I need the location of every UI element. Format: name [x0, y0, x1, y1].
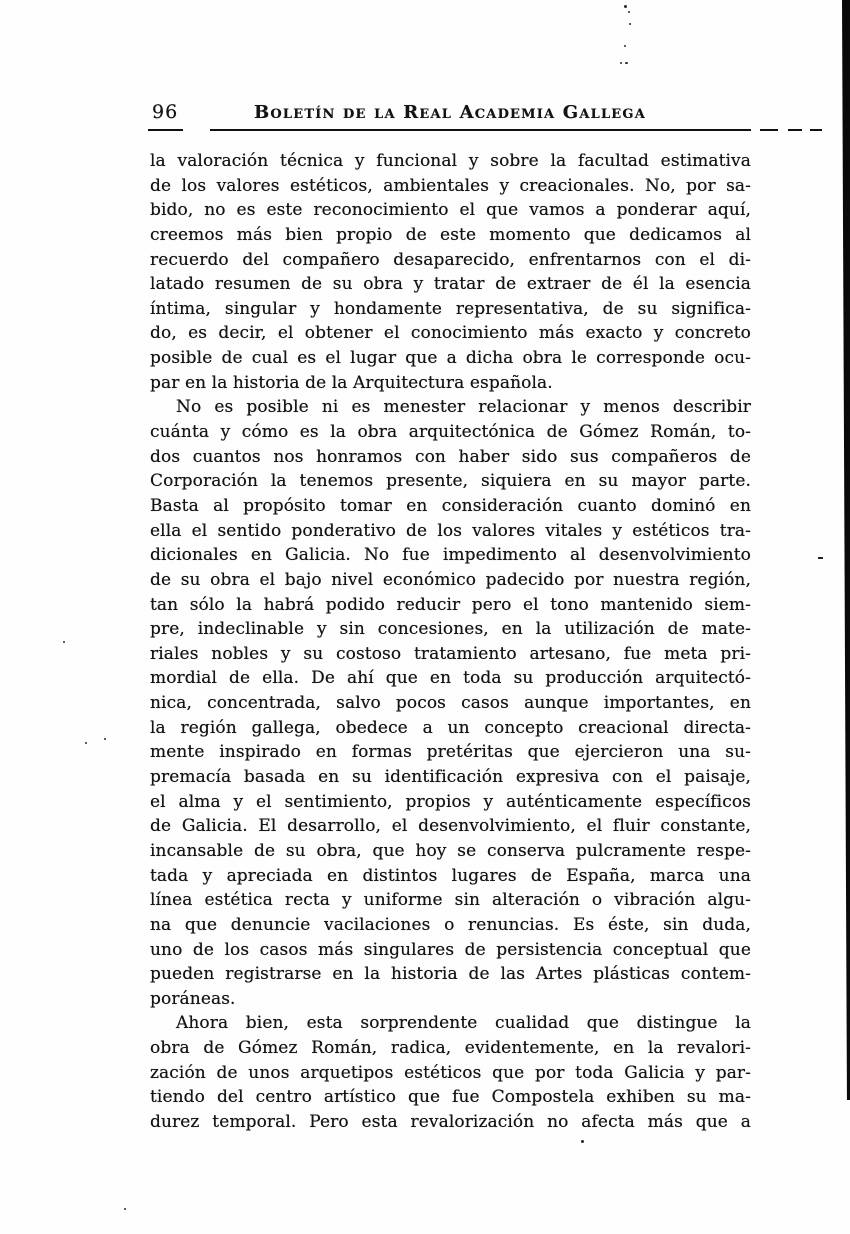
text-line: de Galicia. El desarrollo, el desenvolvimiento, el fluir constante,: [150, 816, 751, 837]
text-line: de su obra el bajo nivel económico padecido por nuestra región,: [150, 569, 751, 590]
ink-speck-artifact: [624, 5, 627, 8]
header-rule-segment: [210, 129, 751, 131]
text-line: Corporación la tenemos presente, siquiera en su mayor parte.: [150, 471, 751, 492]
text-line: tiendo del centro artístico que fue Compostela exhiben su ma-: [150, 1087, 751, 1108]
text-line: pueden registrarse en la historia de las Artes plásticas contem-: [150, 964, 751, 985]
scan-dash-artifact: [818, 557, 823, 559]
text-line: posible de cual es el lugar que a dicha obra le corresponde ocu-: [150, 348, 751, 369]
header-rule-segment: [148, 129, 183, 131]
text-line: No es posible ni es menester relacionar y menos describir: [176, 397, 751, 418]
page-header: [150, 101, 750, 127]
text-line: Basta al propósito tomar en consideración cuanto dominó en: [150, 495, 751, 516]
text-line: riales nobles y su costoso tratamiento artesano, fue meta pri-: [150, 643, 751, 664]
text-line: íntima, singular y hondamente representativa, de su significa-: [150, 298, 751, 319]
text-line: la región gallega, obedece a un concepto creacional directa-: [150, 717, 751, 738]
text-line: recuerdo del compañero desaparecido, enfrentarnos con el di-: [150, 249, 751, 270]
text-line: la valoración técnica y funcional y sobre la facultad estimativa: [150, 151, 751, 171]
page-number: 96: [152, 101, 179, 123]
text-line: mordial de ella. De ahí que en toda su producción arquitectó-: [150, 668, 751, 689]
text-line: par en la historia de la Arquitectura española.: [150, 372, 553, 393]
ink-speck-artifact: [629, 23, 631, 25]
text-line: latado resumen de su obra y tratar de extraer de él la esencia: [150, 274, 751, 295]
text-line: tan sólo la habrá podido reducir pero el tono mantenido siem-: [150, 594, 751, 615]
text-column: [150, 149, 751, 1135]
text-line: Ahora bien, esta sorprendente cualidad que distingue la: [176, 1013, 751, 1034]
text-line: zación de unos arquetipos estéticos que por toda Galicia y par-: [150, 1062, 751, 1083]
ink-speck-artifact: [620, 62, 622, 64]
ink-speck-artifact: [124, 1208, 126, 1210]
text-line: incansable de su obra, que hoy se conserva pulcramente respe-: [150, 840, 751, 861]
header-rule-segment: [788, 129, 802, 131]
ink-speck-artifact: [628, 11, 630, 13]
text-line: mente inspirado en formas pretéritas que ejercieron una su-: [150, 742, 751, 763]
text-line: línea estética recta y uniforme sin alteración o vibración algu-: [150, 890, 751, 911]
text-line: poráneas.: [150, 988, 236, 1009]
ink-speck-artifact: [625, 62, 628, 64]
text-line: uno de los casos más singulares de persistencia conceptual que: [150, 939, 751, 960]
text-line: creemos más bien propio de este momento que dedicamos al: [150, 224, 751, 245]
header-rule: [148, 128, 824, 132]
journal-title: Boletín de la Real Academia Gallega: [253, 102, 647, 123]
text-line: ella el sentido ponderativo de los valores vitales y estéticos tra-: [150, 520, 751, 541]
text-line: de los valores estéticos, ambientales y creacionales. No, por sa-: [150, 175, 751, 196]
header-rule-segment: [760, 129, 778, 131]
text-line: cuánta y cómo es la obra arquitectónica de Gómez Román, to-: [150, 422, 751, 443]
ink-speck-artifact: [85, 742, 87, 744]
text-line: nica, concentrada, salvo pocos casos aunque importantes, en: [150, 693, 751, 714]
text-line: obra de Gómez Román, radica, evidentemente, en la revalori-: [150, 1038, 751, 1059]
text-line: na que denuncie vacilaciones o renuncias. Es éste, sin duda,: [150, 914, 751, 935]
text-line: durez temporal. Pero esta revalorización no afecta más que a: [150, 1111, 751, 1132]
ink-speck-artifact: [624, 45, 626, 47]
text-line: do, es decir, el obtener el conocimiento más exacto y concreto: [150, 323, 751, 344]
text-line: dicionales en Galicia. No fue impedimento al desenvolvimiento: [150, 545, 751, 566]
text-line: premacía basada en su identificación expresiva con el paisaje,: [150, 767, 751, 788]
text-line: pre, indeclinable y sin concesiones, en la utilización de mate-: [150, 619, 751, 640]
text-line: dos cuantos nos honramos con haber sido sus compañeros de: [150, 446, 751, 467]
text-line: tada y apreciada en distintos lugares de España, marca una: [150, 865, 751, 886]
text-line: bido, no es este reconocimiento el que vamos a ponderar aquí,: [150, 200, 751, 221]
text-line: el alma y el sentimiento, propios y auténticamente específicos: [150, 791, 751, 812]
header-rule-segment: [810, 129, 822, 131]
scan-edge-artifact: [842, 0, 850, 1100]
ink-speck-artifact: [581, 1140, 584, 1143]
ink-speck-artifact: [104, 738, 106, 740]
ink-speck-artifact: [63, 641, 65, 643]
